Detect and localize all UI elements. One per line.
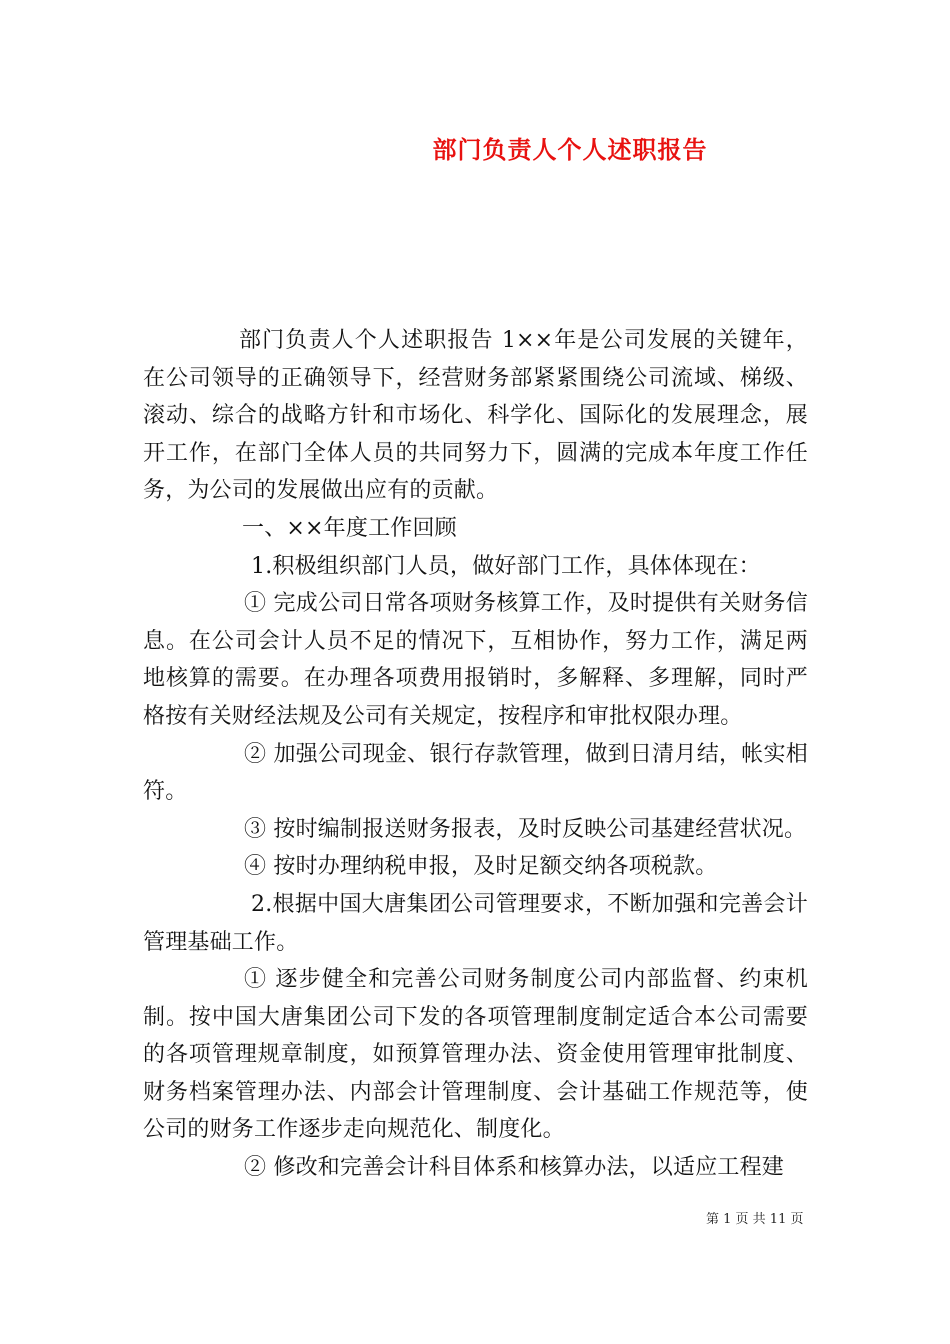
list-item: ① 逐步健全和完善公司财务制度公司内部监督、约束机制。按中国大唐集团公司下发的各项管理制度制定适合本公司需要的各项管理规章制度，如预算管理办法、资金使用管理审批制度、财务档案管理办法、内部会计管理制度、会计基础工作规范等，使公司的财务工作逐步走向规范化、制度化。 xyxy=(143,967,808,1143)
list-item: 2.根据中国大唐集团公司管理要求，不断加强和完善会计管理基础工作。 xyxy=(143,891,808,955)
list-item: 1.积极组织部门人员，做好部门工作，具体体现在： xyxy=(251,553,761,579)
list-item: ② 修改和完善会计科目体系和核算办法，以适应工程建 xyxy=(244,1155,784,1181)
list-item: ① 完成公司日常各项财务核算工作，及时提供有关财务信息。在公司会计人员不足的情况下，互相协作，努力工作，满足两地核算的需要。在办理各项费用报销时，多解释、多理解，同时严格按有关财经法规及公司有关规定，按程序和审批权限办理。 xyxy=(143,591,808,729)
document-body xyxy=(143,322,808,1187)
page-number-footer: 第 1 页 共 11 页 xyxy=(706,1212,804,1227)
document-title: 部门负责人个人述职报告 xyxy=(432,135,708,164)
section-heading: 一、××年度工作回顾 xyxy=(242,515,457,541)
list-item: ② 加强公司现金、银行存款管理，做到日清月结，帐实相符。 xyxy=(143,741,808,805)
list-item: ③ 按时编制报送财务报表，及时反映公司基建经营状况。 xyxy=(244,816,807,842)
list-item: ④ 按时办理纳税申报，及时足额交纳各项税款。 xyxy=(244,854,718,880)
paragraph-intro: 部门负责人个人述职报告 1××年是公司发展的关键年，在公司领导的正确领导下，经营财务部紧紧围绕公司流域、梯级、滚动、综合的战略方针和市场化、科学化、国际化的发展理念，展开工作，在部门全体人员的共同努力下，圆满的完成本年度工作任务，为公司的发展做出应有的贡献。 xyxy=(143,328,808,504)
